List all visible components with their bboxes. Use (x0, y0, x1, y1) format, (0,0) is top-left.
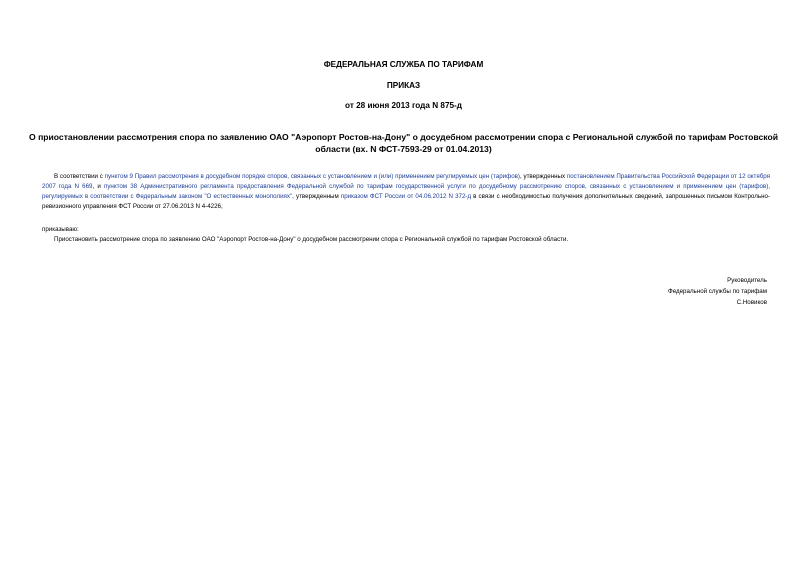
agency-name: ФЕДЕРАЛЬНАЯ СЛУЖБА ПО ТАРИФАМ (323, 60, 484, 69)
basis-text-2: , утвержденных (519, 173, 567, 180)
signatory-position-line2: Федеральной службы по тарифам (668, 288, 767, 295)
link-fst-order-372[interactable]: приказом ФСТ России от 04.06.2012 N 372-д (340, 193, 472, 200)
basis-text-1: В соответствии с (54, 173, 105, 180)
basis-paragraph (42, 172, 770, 212)
signatory-name: С.Новиков (736, 299, 767, 306)
document-date-number: от 28 июня 2013 года N 875-д (345, 101, 462, 110)
link-government-decree-669[interactable]: постановлением Правительства Российской Федерации от 12 октября 2007 года N 669 (42, 173, 770, 190)
document-type: ПРИКАЗ (386, 81, 421, 90)
basis-text-4: , утвержденным (292, 193, 341, 200)
link-admin-regulation-point-38[interactable]: пунктом 38 Административного регламента предоставления Федеральной службой по тарифам государственной услуги по досудебному рассмотрению споров, связанных с установлением и применением цен (тарифов), регулируемых в соответствии с Федеральным законом "О естественных монополиях" (42, 183, 770, 200)
order-word: приказываю: (42, 226, 79, 233)
basis-text-5: в связи с необходимостью получения дополнительных сведений, запрошенных письмом Контрольно-ревизионного управления ФСТ России от 27.06.2013 N 4-4226, (42, 193, 770, 210)
basis-text-3: , и (92, 183, 104, 190)
signatory-position-line1: Руководитель (727, 277, 767, 284)
decision-paragraph: Приостановить рассмотрение спора по заявлению ОАО "Аэропорт Ростов-на-Дону" о досудебном рассмотрении спора с Региональной службой по тарифам Ростовской области. (54, 236, 569, 243)
link-rules-point-9[interactable]: пунктом 9 Правил рассмотрения в досудебном порядке споров, связанных с установлением и (или) применением регулируемых цен (тарифов) (104, 173, 520, 180)
signature-block (668, 275, 767, 308)
document-title: О приостановлении рассмотрения спора по заявлению ОАО "Аэропорт Ростов-на-Дону" о досудебном рассмотрении спора с Региональной службой по тарифам Ростовской области (вх. N ФСТ-7593-29 от 01.04.2013) (29, 132, 778, 154)
